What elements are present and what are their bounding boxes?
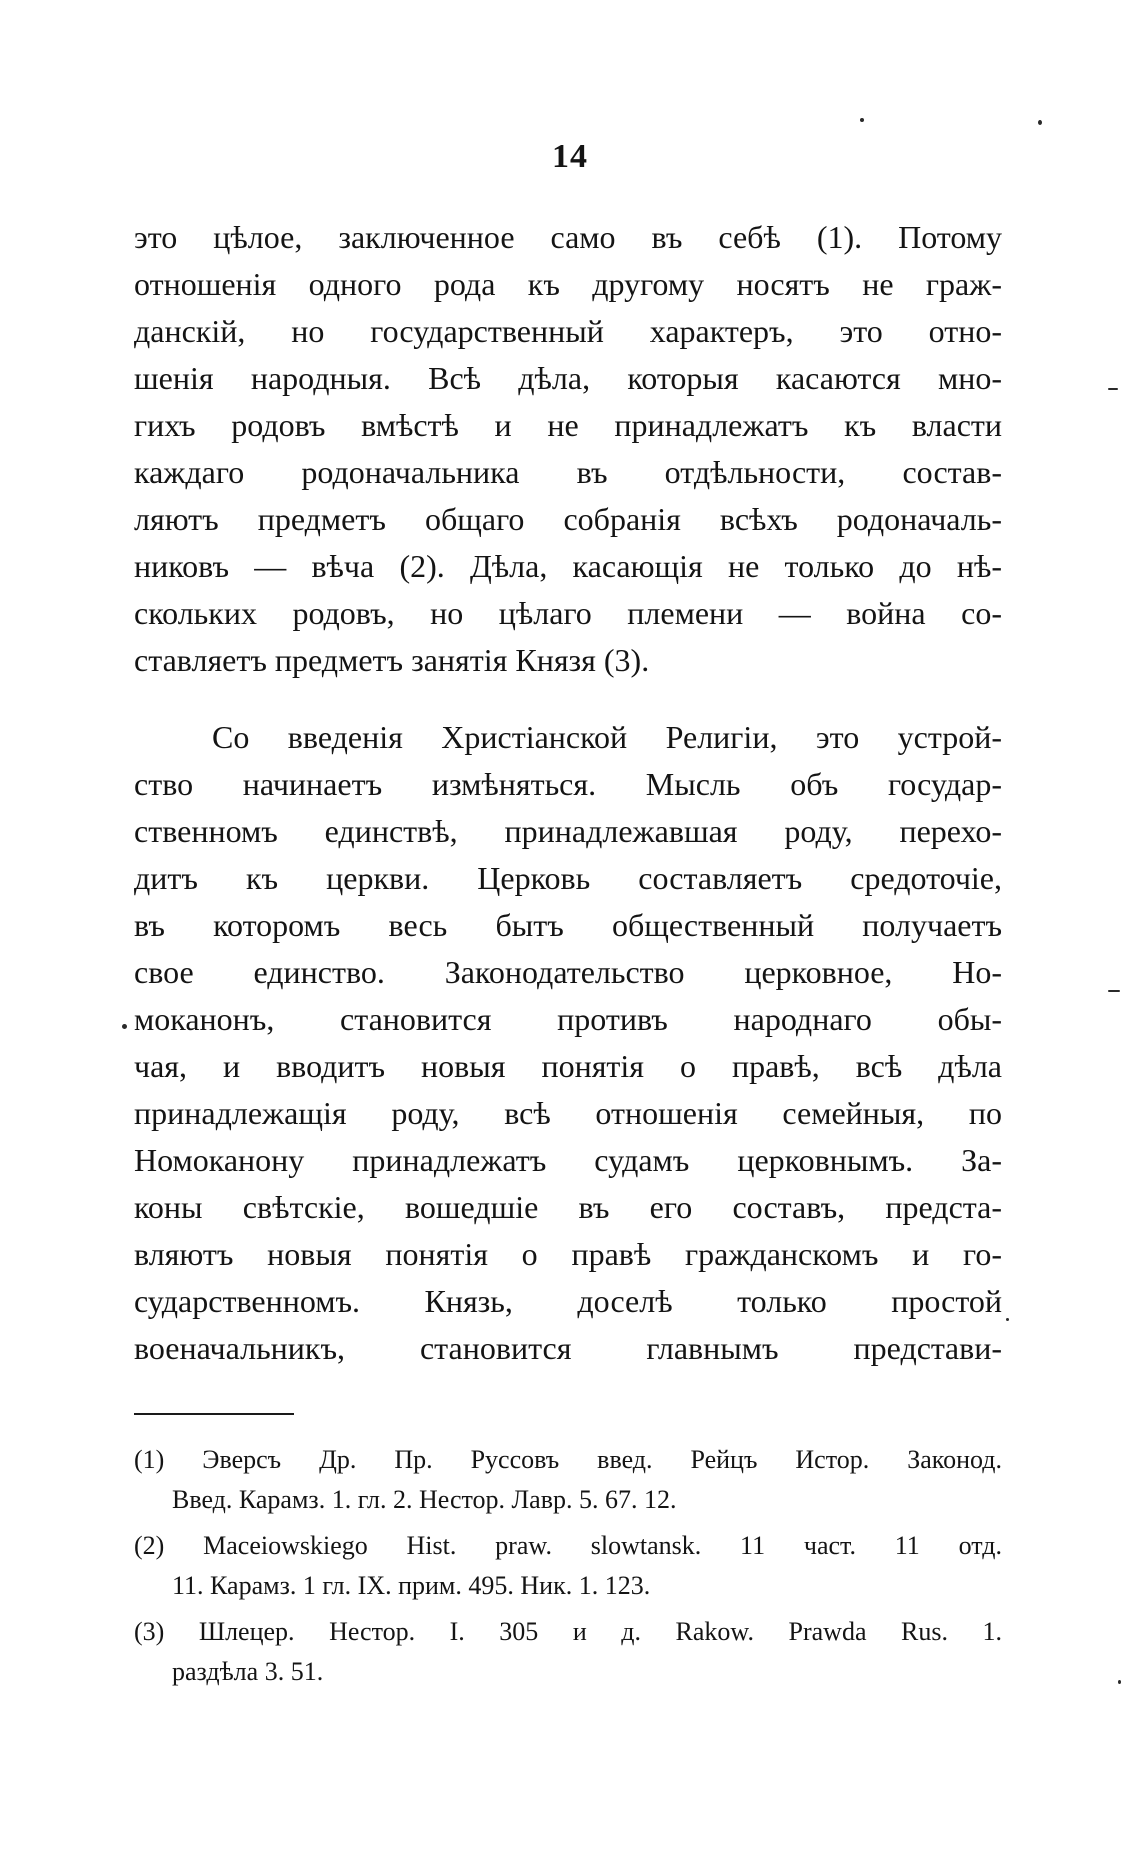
text-line: дитъ къ церкви. Церковь составляетъ средоточіе,: [134, 860, 1002, 896]
text-line: сударственномъ. Князь, доселѣ только простой: [134, 1283, 1002, 1319]
text-line: никовъ — вѣча (2). Дѣла, касающія не только до нѣ-: [134, 548, 1002, 584]
scan-speck: [1038, 120, 1042, 125]
text-line: каждаго родоначальника въ отдѣльности, состав-: [134, 454, 1002, 490]
footnote-line: раздѣла 3. 51.: [172, 1657, 324, 1686]
scan-speck: [1118, 1680, 1121, 1684]
paragraph-2: [134, 714, 1002, 1372]
text-line: моканонъ, становится противъ народнаго обы-: [134, 1001, 1002, 1037]
text-line: чая, и вводитъ новыя понятія о правѣ, всѣ дѣла: [134, 1048, 1002, 1084]
text-line: принадлежащія роду, всѣ отношенія семейныя, по: [134, 1095, 1002, 1131]
footnote-line: Введ. Карамз. 1. гл. 2. Нестор. Лавр. 5. 67. 12.: [172, 1485, 677, 1514]
text-line: Со введенія Христіанской Религіи, это устрой-: [212, 719, 1002, 755]
footnote-divider: [134, 1413, 294, 1415]
footnote-line: (1) Эверсъ Др. Пр. Руссовъ введ. Рейцъ Истор. Законод.: [134, 1445, 1002, 1474]
text-line: ство начинаетъ измѣняться. Мысль объ государ-: [134, 766, 1002, 802]
text-line: гихъ родовъ вмѣстѣ и не принадлежатъ къ власти: [134, 407, 1002, 443]
footnote-line: (2) Maceiowskiego Hist. praw. slowtansk. 11 част. 11 отд.: [134, 1531, 1002, 1560]
page-number: 14: [552, 138, 588, 175]
text-line: коны свѣтскіе, вошедшіе въ его составъ, предста-: [134, 1189, 1002, 1225]
footnote-1: [134, 1440, 1002, 1520]
text-line: вляютъ новыя понятія о правѣ гражданскомъ и го-: [134, 1236, 1002, 1272]
text-line: ставляетъ предметъ занятія Князя (3).: [134, 642, 650, 678]
text-line: это цѣлое, заключенное само въ себѣ (1). Потому: [134, 219, 1002, 255]
footnote-line: (3) Шлецер. Нестор. I. 305 и д. Rakow. Prawda Rus. 1.: [134, 1617, 1002, 1646]
text-line: данскій, но государственный характеръ, это отно-: [134, 313, 1002, 349]
footnote-2: [134, 1526, 1002, 1606]
text-line: скольких родовъ, но цѣлаго племени — война со-: [134, 595, 1002, 631]
scan-speck: [1108, 990, 1120, 992]
text-line: отношенія одного рода къ другому носятъ не граж-: [134, 266, 1002, 302]
text-line: Номоканону принадлежатъ судамъ церковнымъ. За-: [134, 1142, 1002, 1178]
text-line: шенія народныя. Всѣ дѣла, которыя касаются мно-: [134, 360, 1002, 396]
footnote-3: [134, 1612, 1002, 1692]
footnotes: [134, 1440, 1002, 1698]
scan-speck: [860, 118, 864, 122]
text-line: ляютъ предметъ общаго собранія всѣхъ родоначаль-: [134, 501, 1002, 537]
scan-speck: [1006, 1318, 1009, 1321]
footnote-line: 11. Карамз. 1 гл. IX. прим. 495. Ник. 1. 123.: [172, 1571, 651, 1600]
text-line: ственномъ единствѣ, принадлежавшая роду, перехо-: [134, 813, 1002, 849]
scan-speck: [1108, 388, 1118, 390]
text-line: свое единство. Законодательство церковное, Но-: [134, 954, 1002, 990]
paragraph-1: [134, 214, 1002, 684]
scan-speck: [122, 1024, 127, 1029]
text-line: въ которомъ весь бытъ общественный получаетъ: [134, 907, 1002, 943]
text-line: военачальникъ, становится главнымъ предстaви-: [134, 1330, 1002, 1366]
